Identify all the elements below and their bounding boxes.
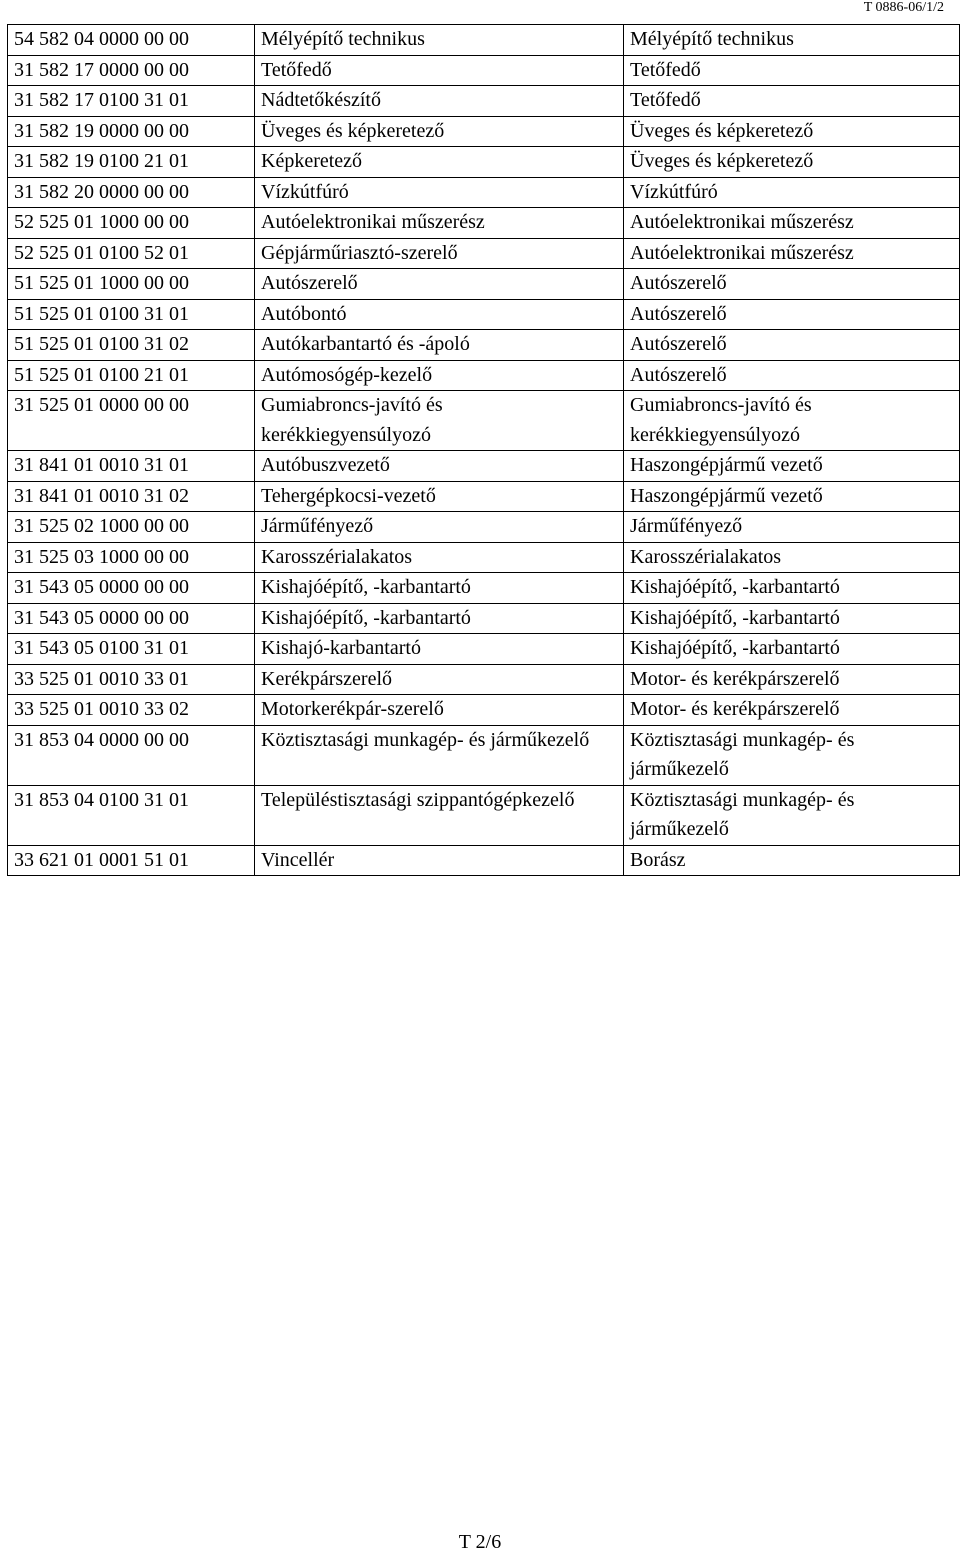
qualification-name: Autóbuszvezető	[255, 451, 624, 482]
document-code: T 0886-06/1/2	[863, 0, 944, 15]
table-row	[8, 55, 960, 86]
table-row	[8, 634, 960, 665]
qualification-code: 31 582 19 0100 21 01	[8, 147, 255, 178]
qualification-code: 31 543 05 0000 00 00	[8, 603, 255, 634]
qualification-code: 51 525 01 0100 21 01	[8, 360, 255, 391]
qualification-name: Járműfényező	[255, 512, 624, 543]
table-row	[8, 330, 960, 361]
qualification-name: Kishajó-karbantartó	[255, 634, 624, 665]
table-row	[8, 451, 960, 482]
qualification-name: Településtisztasági szippantógépkezelő	[255, 785, 624, 845]
table-row	[8, 208, 960, 239]
qualification-code: 31 525 03 1000 00 00	[8, 542, 255, 573]
qualification-group: Haszongépjármű vezető	[624, 481, 960, 512]
qualification-group: Karosszérialakatos	[624, 542, 960, 573]
table-row	[8, 147, 960, 178]
qualification-group: Mélyépítő technikus	[624, 25, 960, 56]
qualification-code: 51 525 01 1000 00 00	[8, 269, 255, 300]
page-number: T 2/6	[458, 1531, 502, 1553]
qualification-code: 31 853 04 0100 31 01	[8, 785, 255, 845]
qualification-group: Köztisztasági munkagép- és járműkezelő	[624, 725, 960, 785]
qualification-code: 33 525 01 0010 33 02	[8, 695, 255, 726]
qualification-code: 54 582 04 0000 00 00	[8, 25, 255, 56]
table-row	[8, 86, 960, 117]
table-row	[8, 299, 960, 330]
table-row	[8, 25, 960, 56]
qualification-code: 33 621 01 0001 51 01	[8, 845, 255, 876]
qualification-code: 31 525 02 1000 00 00	[8, 512, 255, 543]
qualification-group: Gumiabroncs-javító és kerékkiegyensúlyozó	[624, 391, 960, 451]
qualification-code: 31 841 01 0010 31 02	[8, 481, 255, 512]
qualification-group: Autószerelő	[624, 360, 960, 391]
qualification-name: Kerékpárszerelő	[255, 664, 624, 695]
table-row	[8, 695, 960, 726]
qualification-group: Köztisztasági munkagép- és járműkezelő	[624, 785, 960, 845]
qualification-group: Üveges és képkeretező	[624, 147, 960, 178]
qualification-code: 52 525 01 0100 52 01	[8, 238, 255, 269]
qualification-group: Autóelektronikai műszerész	[624, 238, 960, 269]
table-row	[8, 481, 960, 512]
table-row	[8, 116, 960, 147]
qualification-group: Autóelektronikai műszerész	[624, 208, 960, 239]
table-row	[8, 725, 960, 785]
qualification-name: Kishajóépítő, -karbantartó	[255, 603, 624, 634]
qualification-name: Gépjárműriasztó-szerelő	[255, 238, 624, 269]
qualification-group: Tetőfedő	[624, 55, 960, 86]
qualification-code: 31 582 19 0000 00 00	[8, 116, 255, 147]
qualification-name: Karosszérialakatos	[255, 542, 624, 573]
qualification-name: Autómosógép-kezelő	[255, 360, 624, 391]
qualification-code: 31 543 05 0000 00 00	[8, 573, 255, 604]
qualification-name: Köztisztasági munkagép- és járműkezelő	[255, 725, 624, 785]
qualification-group: Borász	[624, 845, 960, 876]
qualification-code: 31 582 17 0100 31 01	[8, 86, 255, 117]
qualification-group: Motor- és kerékpárszerelő	[624, 664, 960, 695]
qualification-name: Autókarbantartó és -ápoló	[255, 330, 624, 361]
qualification-name: Autószerelő	[255, 269, 624, 300]
qualification-name: Motorkerékpár-szerelő	[255, 695, 624, 726]
table-row	[8, 391, 960, 451]
qualification-name: Mélyépítő technikus	[255, 25, 624, 56]
qualification-code: 51 525 01 0100 31 02	[8, 330, 255, 361]
qualification-table-body	[8, 25, 960, 876]
table-row	[8, 238, 960, 269]
qualification-name: Tehergépkocsi-vezető	[255, 481, 624, 512]
qualification-code: 31 525 01 0000 00 00	[8, 391, 255, 451]
qualification-name: Autóbontó	[255, 299, 624, 330]
table-row	[8, 845, 960, 876]
qualification-group: Autószerelő	[624, 330, 960, 361]
qualification-code: 51 525 01 0100 31 01	[8, 299, 255, 330]
qualification-group: Tetőfedő	[624, 86, 960, 117]
qualification-name: Gumiabroncs-javító és kerékkiegyensúlyozó	[255, 391, 624, 451]
table-row	[8, 664, 960, 695]
table-row	[8, 360, 960, 391]
qualification-code: 31 582 20 0000 00 00	[8, 177, 255, 208]
table-row	[8, 177, 960, 208]
qualification-code: 31 841 01 0010 31 01	[8, 451, 255, 482]
table-row	[8, 512, 960, 543]
qualification-code: 33 525 01 0010 33 01	[8, 664, 255, 695]
qualification-group: Járműfényező	[624, 512, 960, 543]
table-row	[8, 542, 960, 573]
qualification-name: Vízkútfúró	[255, 177, 624, 208]
qualification-group: Vízkútfúró	[624, 177, 960, 208]
table-row	[8, 573, 960, 604]
qualification-code: 31 543 05 0100 31 01	[8, 634, 255, 665]
qualification-group: Kishajóépítő, -karbantartó	[624, 603, 960, 634]
qualification-group: Kishajóépítő, -karbantartó	[624, 634, 960, 665]
qualification-name: Vincellér	[255, 845, 624, 876]
qualification-name: Üveges és képkeretező	[255, 116, 624, 147]
qualification-code: 31 853 04 0000 00 00	[8, 725, 255, 785]
qualification-group: Kishajóépítő, -karbantartó	[624, 573, 960, 604]
qualification-group: Motor- és kerékpárszerelő	[624, 695, 960, 726]
qualification-table	[7, 24, 960, 876]
qualification-name: Képkeretező	[255, 147, 624, 178]
table-row	[8, 603, 960, 634]
qualification-group: Autószerelő	[624, 299, 960, 330]
table-row	[8, 269, 960, 300]
qualification-group: Üveges és képkeretező	[624, 116, 960, 147]
qualification-code: 31 582 17 0000 00 00	[8, 55, 255, 86]
qualification-name: Nádtetőkészítő	[255, 86, 624, 117]
qualification-group: Autószerelő	[624, 269, 960, 300]
qualification-code: 52 525 01 1000 00 00	[8, 208, 255, 239]
qualification-name: Autóelektronikai műszerész	[255, 208, 624, 239]
table-row	[8, 785, 960, 845]
qualification-name: Tetőfedő	[255, 55, 624, 86]
qualification-group: Haszongépjármű vezető	[624, 451, 960, 482]
qualification-name: Kishajóépítő, -karbantartó	[255, 573, 624, 604]
